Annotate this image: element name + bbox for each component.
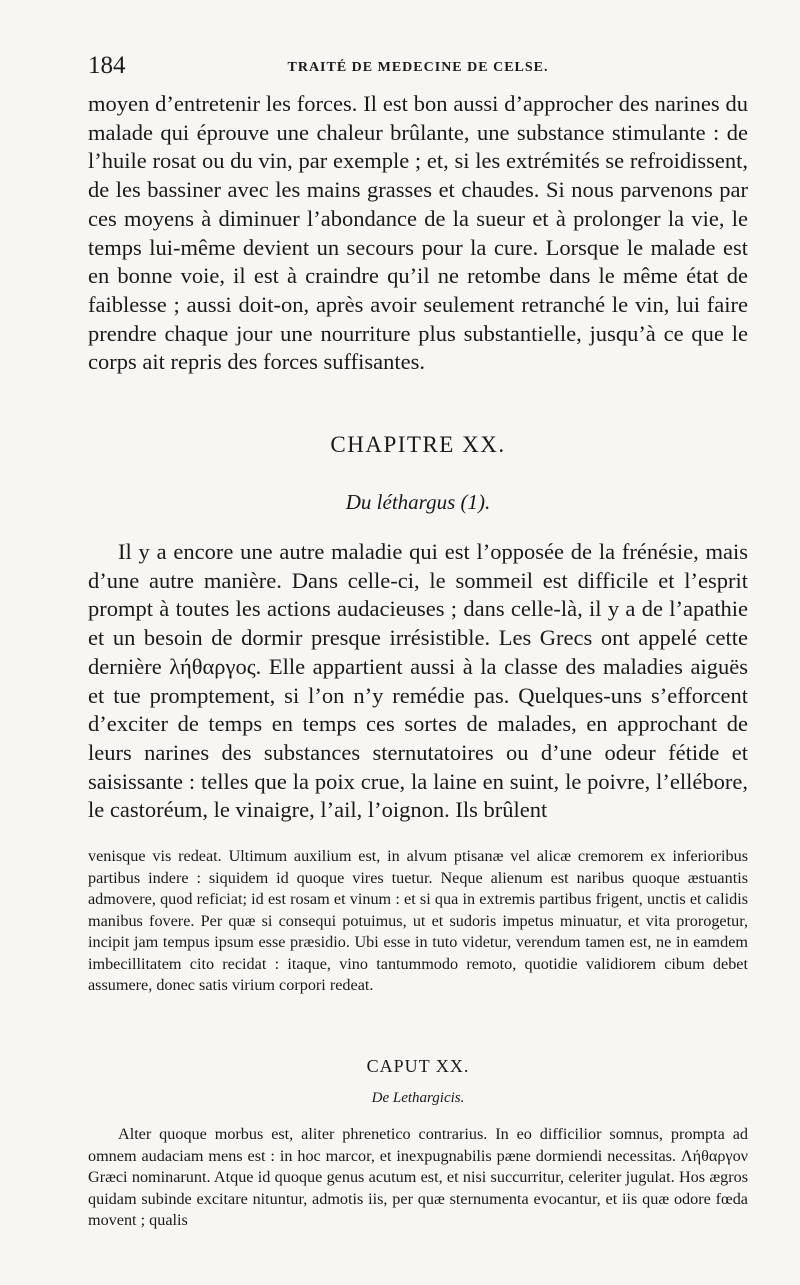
page-header — [88, 52, 748, 82]
french-chapter-title: CHAPITRE XX. — [330, 432, 506, 457]
latin-paragraph: venisque vis redeat. Ultimum auxilium est, in alvum ptisanæ vel alicæ cremorem ex inferioribus partibus indere : siquidem id quoque vires tuetur. Neque alienum est naribus quoque æstuantis admovere, quod reficiat; id est rosam et vinum : et si qua in extremis partibus frigent, unctis et calidis manibus fovere. Per quæ si consequi potuimus, ut et sudoris impetus minuatur, et vita prorogetur, incipit jam tempus ipsum esse præsidio. Ubi esse in tuto videtur, verendum tamen est, ne in eamdem imbecillitatem cito recidat : itaque, vino tantummodo remoto, quotidie validiorem cibum debet assumere, donec satis virium corpori redeat. — [88, 847, 748, 994]
running-title: TRAITÉ DE MEDECINE DE CELSE. — [287, 60, 549, 75]
page-number: 184 — [88, 52, 126, 79]
french-text-continuation — [88, 90, 748, 377]
latin-chapter-subtitle: De Lethargicis. — [371, 1090, 465, 1106]
latin-chapter-paragraph: Alter quoque morbus est, aliter phrenetico contrarius. In eo difficilior somnus, prompta ad omnem audaciam mens est : in hoc marcor, et inexpugnabilis pæne dormiendi necessitas. Λήθαργον Græci nominarunt. Atque id quoque genus acutum est, et nisi succurritur, celeriter jugulat. Hos ægros quidam subinde excitare nituntur, admotis iis, per quæ sternumenta evocantur, et iis quæ odore fœda movent ; qualis — [88, 1125, 748, 1229]
latin-text-continuation — [88, 846, 748, 997]
latin-chapter-title: CAPUT XX. — [366, 1056, 470, 1076]
latin-chapter-text — [88, 1124, 748, 1232]
french-chapter-subtitle: Du léthargus (1). — [345, 490, 491, 514]
french-chapter-text — [88, 538, 748, 825]
french-chapter-paragraph: Il y a encore une autre maladie qui est l’opposée de la frénésie, mais d’une autre manière. Dans celle-ci, le sommeil est difficile et l’esprit prompt à toutes les actions audacieuses ; dans celle-là, il y a de l’apathie et un besoin de dormir presque irrésistible. Les Grecs ont appelé cette dernière λήθαργος. Elle appartient aussi à la classe des maladies aiguës et tue promptement, si l’on n’y remédie pas. Quelques-uns s’efforcent d’exciter de temps en temps ces sortes de malades, en approchant de leurs narines des substances sternutatoires ou d’une odeur fétide et saisissante : telles que la poix crue, la laine en suint, le poivre, l’ellébore, le castoréum, le vinaigre, l’ail, l’oignon. Ils brûlent — [88, 539, 748, 823]
french-paragraph: moyen d’entretenir les forces. Il est bon aussi d’approcher des narines du malade qui éprouve une chaleur brûlante, une substance stimulante : de l’huile rosat ou du vin, par exemple ; et, si les extrémités se refroidissent, de les bassiner avec les mains grasses et chaudes. Si nous parvenons par ces moyens à diminuer l’abondance de la sueur et à prolonger la vie, le temps lui-même devient un secours pour la cure. Lorsque le malade est en bonne voie, il est à craindre qu’il ne retombe dans le même état de faiblesse ; aussi doit-on, après avoir seulement retranché le vin, lui faire prendre chaque jour une nourriture plus substantielle, jusqu’à ce que le corps ait repris des forces suffisantes. — [88, 91, 748, 375]
